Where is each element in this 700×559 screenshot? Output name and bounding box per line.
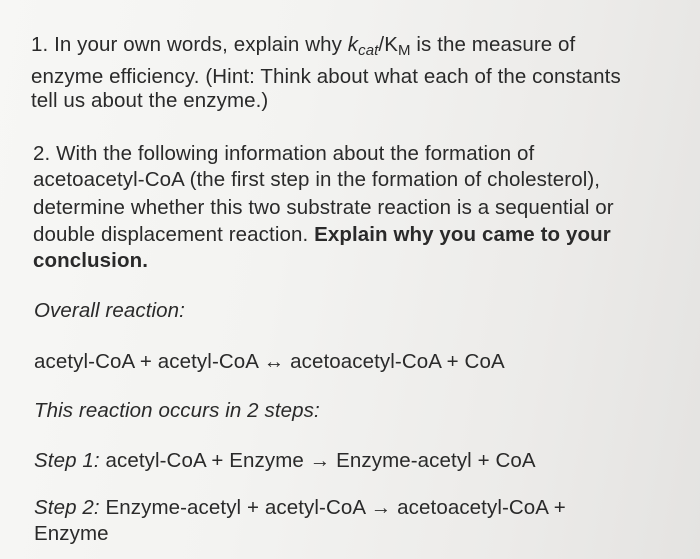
overall-heading: Overall reaction: [34, 299, 185, 322]
q1-line-2: enzyme efficiency. (Hint: Think about what each of the constants [31, 65, 621, 88]
q2-line-5: conclusion. [33, 249, 149, 272]
step-1-label: Step 1: [34, 449, 100, 472]
step-2 [34, 496, 566, 520]
q2-line-4 [33, 223, 611, 247]
step-1-text: acetyl-CoA + Enzyme → Enzyme-acetyl + CoA [99, 449, 536, 472]
q2-line-4-bold: Explain why you came to your [314, 223, 611, 246]
q2-line-4-plain: double displacement reaction. [33, 223, 315, 246]
step-2-continuation: Enzyme [34, 522, 109, 545]
kcat-k: k [347, 33, 359, 56]
q1-prefix: 1. In your own words, explain why [31, 33, 348, 56]
q2-line-2: acetoacetyl-CoA (the first step in the formation of cholesterol), [33, 168, 601, 191]
km-subscript: M [398, 42, 411, 59]
q2-line-3: determine whether this two substrate reaction is a sequential or [33, 196, 614, 219]
km-k: /K [378, 33, 398, 56]
q2-line-1: 2. With the following information about the formation of [33, 142, 535, 165]
step-1 [34, 449, 536, 473]
overall-equation: acetyl-CoA + acetyl-CoA ↔ acetoacetyl-CoA + CoA [34, 350, 505, 373]
step-2-text: Enzyme-acetyl + acetyl-CoA → acetoacetyl-CoA + [99, 496, 566, 519]
q1-line-1 [31, 33, 575, 57]
q1-suffix: is the measure of [410, 33, 576, 56]
step-2-label: Step 2: [34, 496, 100, 519]
q1-line-3: tell us about the enzyme.) [31, 89, 269, 112]
kcat-subscript: cat [358, 42, 379, 59]
steps-intro: This reaction occurs in 2 steps: [34, 399, 320, 422]
